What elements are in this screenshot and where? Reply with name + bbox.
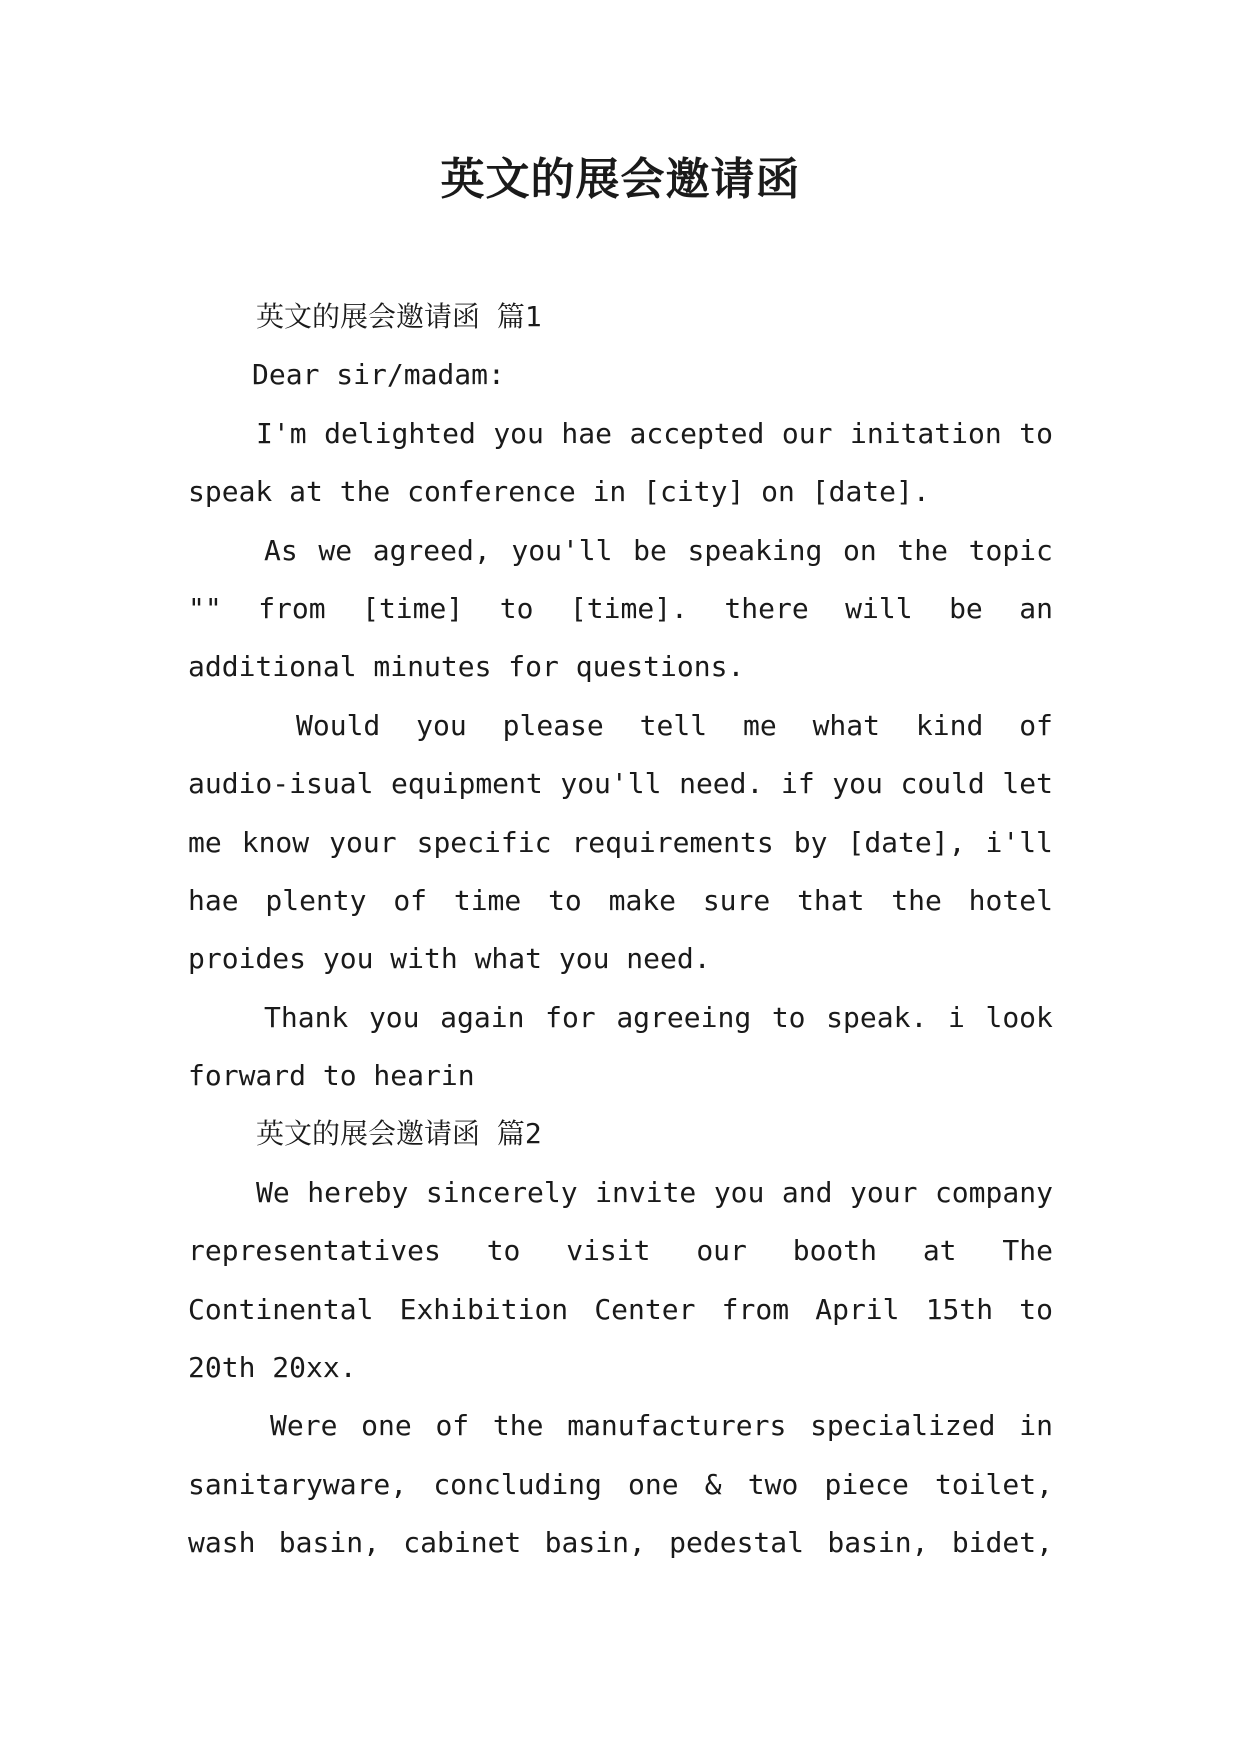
document-title: 英文的展会邀请函 [440,154,801,205]
word: will [845,591,913,625]
word: basin, [544,1526,646,1560]
word: the [492,1409,544,1443]
word: that [797,883,865,917]
paragraph-line: additional minutes for questions. [188,650,745,684]
word: to [1019,416,1053,450]
word: one [628,1467,679,1501]
word: and [781,1175,833,1209]
word: one [361,1409,412,1443]
word: invite [595,1175,697,1209]
word: your [329,825,397,859]
word: our [781,416,833,450]
word: I'm [256,416,307,450]
word: from [258,591,326,625]
word: the [891,883,942,917]
word: toilet, [934,1467,1053,1501]
paragraph-line [188,405,1053,463]
word: specialized [810,1409,996,1443]
word: hotel [968,883,1053,917]
paragraph-line [188,1164,1053,1222]
word: plenty [265,883,367,917]
word: of [435,1409,470,1443]
word: equipment [391,767,543,801]
word: we [318,533,353,567]
word: company [934,1175,1053,1209]
word: need. [679,767,764,801]
word: in [1019,1409,1053,1443]
paragraph-line [188,872,1053,930]
word: if [780,767,815,801]
word: time [453,883,522,917]
word: i [947,1000,965,1034]
word: The [1002,1234,1053,1268]
word: manufacturers [567,1409,787,1443]
salutation: Dear sir/madam: [252,358,505,392]
word: by [793,825,828,859]
paragraph-line [188,1281,1053,1339]
word: Thank [264,1000,349,1034]
word: for [545,1000,596,1034]
paragraph-line [188,989,1053,1047]
word: piece [824,1467,909,1501]
word: be [633,533,667,567]
word: hereby [307,1175,409,1209]
word: you [832,767,883,801]
word: initation [849,416,1002,450]
word: Were [270,1409,338,1443]
word: sanitaryware, [188,1467,408,1501]
paragraph-line [188,755,1053,813]
word: two [747,1467,799,1501]
word: you [368,1000,420,1034]
word: you'll [560,767,662,801]
word: you [713,1175,765,1209]
word: hae [188,883,239,917]
word: you'll [511,533,613,567]
word: As [264,533,298,567]
word: an [1019,591,1053,625]
word: be [949,591,983,625]
word: hae [561,416,612,450]
word: April [815,1292,900,1326]
word: We [256,1175,290,1209]
word: sincerely [425,1175,578,1209]
word: 15th [925,1292,994,1326]
paragraph-line: proides you with what you need. [188,942,711,976]
word: agreed, [372,533,491,567]
word: & [704,1467,722,1501]
word: what [812,708,880,742]
word: basin, [278,1526,380,1560]
word: concluding [433,1467,602,1501]
word: cabinet [403,1526,522,1560]
word: your [850,1175,918,1209]
word: Continental [188,1292,374,1326]
word: there [724,591,809,625]
paragraph-line [188,1456,1053,1514]
word: [time]. [569,591,688,625]
word: tell [639,708,708,742]
word: to [771,1000,806,1034]
word: "" [188,591,222,625]
word: specific [416,825,552,859]
word: know [241,825,310,859]
word: delighted [324,416,476,450]
word: pedestal [669,1526,804,1560]
document-body [188,288,1053,1573]
word: i'll [985,825,1053,859]
word: topic [968,533,1053,567]
paragraph-line [188,814,1053,872]
paragraph-line: forward to hearin [188,1059,475,1093]
word: you [416,708,467,742]
word: audio-isual [188,767,374,801]
word: from [721,1292,790,1326]
word: [date], [847,825,966,859]
paragraph-line [188,1514,1053,1572]
word: you [493,416,544,450]
word: again [440,1000,525,1034]
word: visit [566,1234,651,1268]
word: to [486,1234,521,1268]
word: please [502,708,604,742]
word: representatives [188,1234,441,1268]
word: Would [296,708,381,742]
paragraph-line [188,1397,1053,1455]
section-heading: 英文的展会邀请函 篇2 [256,1117,542,1151]
word: let [1002,767,1053,801]
paragraph-line [188,522,1053,580]
word: our [696,1234,747,1268]
word: to [1019,1292,1053,1326]
word: [time] [362,591,464,625]
word: sure [702,883,771,917]
word: bidet, [951,1526,1053,1560]
word: kind [915,708,984,742]
section-heading: 英文的展会邀请函 篇1 [256,300,542,333]
word: Center [594,1292,696,1326]
word: make [608,883,677,917]
word: to [499,591,534,625]
word: of [393,883,428,917]
paragraph-line: speak at the conference in [city] on [date]. [188,475,930,509]
word: me [188,825,222,859]
paragraph-line [188,697,1053,755]
word: agreeing [616,1000,752,1034]
paragraph-line [188,580,1053,638]
word: on [843,533,877,567]
word: basin, [827,1526,929,1560]
word: speak. [826,1000,928,1034]
word: requirements [571,825,774,859]
word: of [1019,708,1053,742]
paragraph-line: 20th 20xx. [188,1351,357,1385]
word: wash [188,1526,256,1560]
paragraph-line [188,1222,1053,1280]
word: could [900,767,985,801]
word: me [742,708,777,742]
word: Exhibition [399,1292,569,1326]
word: the [897,533,948,567]
word: booth [792,1234,878,1268]
word: look [985,1000,1053,1034]
word: at [922,1234,957,1268]
word: accepted [629,416,765,450]
word: to [548,883,582,917]
word: speaking [687,533,823,567]
